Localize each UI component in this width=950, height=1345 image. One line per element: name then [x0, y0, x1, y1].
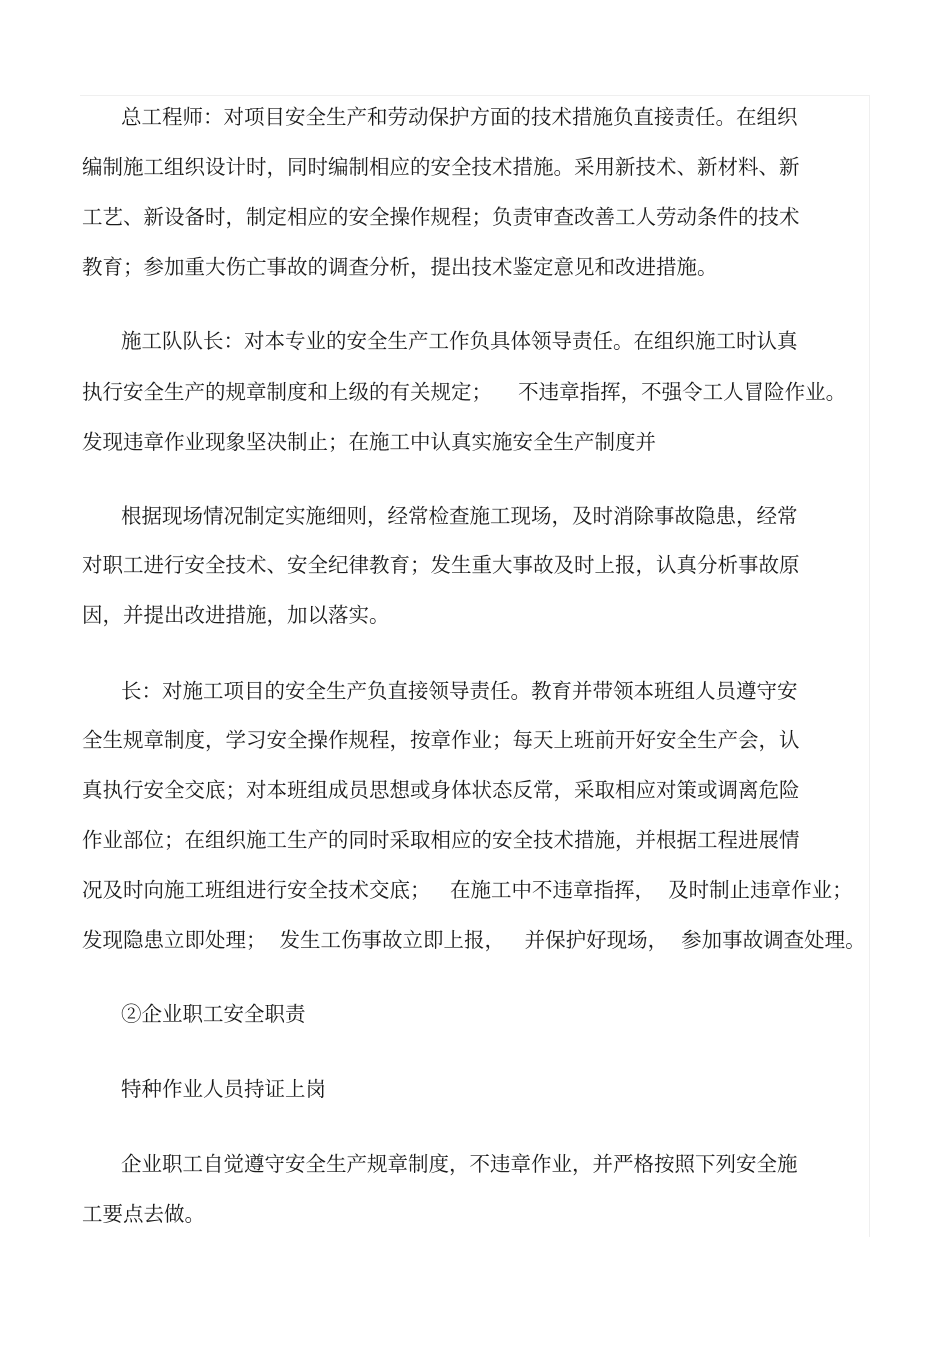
text-line: 发现隐患立即处理； 发生工伤事故立即上报， 并保护好现场， 参加事故调查处理。: [82, 928, 866, 952]
text-line: 总工程师：对项目安全生产和劳动保护方面的技术措施负直接责任。在组织: [121, 105, 798, 129]
text-line: 工要点去做。: [82, 1202, 205, 1226]
text-line: 施工队队长：对本专业的安全生产工作负具体领导责任。在组织施工时认真: [121, 329, 798, 353]
text-line: 对职工进行安全技术、安全纪律教育；发生重大事故及时上报，认真分析事故原: [82, 553, 800, 577]
text-line: 因，并提出改进措施，加以落实。: [82, 603, 390, 627]
text-line: 执行安全生产的规章制度和上级的有关规定； 不违章指挥，不强令工人冒险作业。: [82, 380, 847, 404]
text-line: 发现违章作业现象坚决制止；在施工中认真实施安全生产制度并: [82, 430, 656, 454]
text-line: 全生规章制度，学习安全操作规程，按章作业；每天上班前开好安全生产会，认: [82, 728, 800, 752]
text-line: 真执行安全交底；对本班组成员思想或身体状态反常，采取相应对策或调离危险: [82, 778, 800, 802]
text-line: 工艺、新设备时，制定相应的安全操作规程；负责审查改善工人劳动条件的技术: [82, 205, 800, 229]
text-line: 长：对施工项目的安全生产负直接领导责任。教育并带领本班组人员遵守安: [121, 679, 798, 703]
text-line: 教育；参加重大伤亡事故的调查分析，提出技术鉴定意见和改进措施。: [82, 255, 718, 279]
text-line: 编制施工组织设计时，同时编制相应的安全技术措施。采用新技术、新材料、新: [82, 155, 800, 179]
text-line: 根据现场情况制定实施细则，经常检查施工现场，及时消除事故隐患，经常: [121, 504, 798, 528]
text-line: 企业职工自觉遵守安全生产规章制度，不违章作业，并严格按照下列安全施: [121, 1152, 798, 1176]
text-line: 作业部位；在组织施工生产的同时采取相应的安全技术措施，并根据工程进展情: [82, 828, 800, 852]
text-line: 特种作业人员持证上岗: [121, 1077, 326, 1101]
section-heading: ②企业职工安全职责: [121, 1002, 306, 1026]
text-line: 况及时向施工班组进行安全技术交底； 在施工中不违章指挥， 及时制止违章作业；: [82, 878, 853, 902]
